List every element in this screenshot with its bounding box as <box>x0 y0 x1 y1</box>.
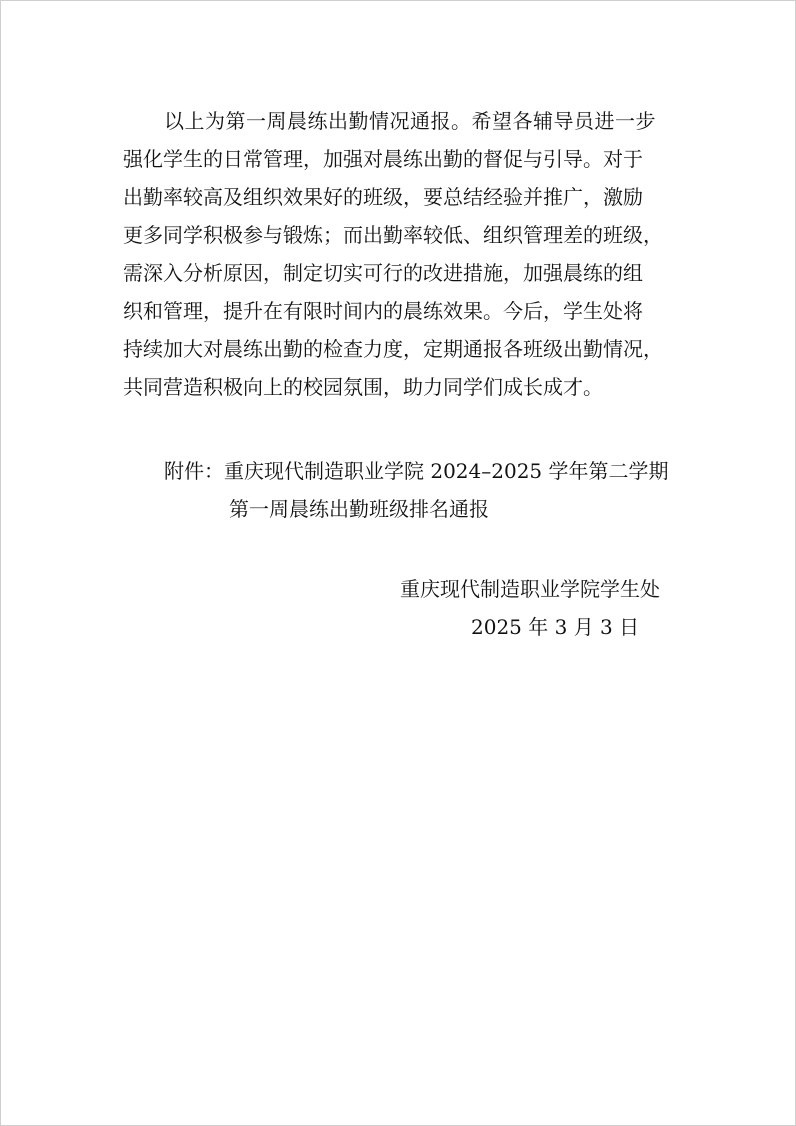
body-line-8: 共同营造积极向上的校园氛围，助力同学们成长成才。 <box>123 375 603 399</box>
signature-date: 2025 年 3 月 3 日 <box>471 615 640 639</box>
body-line-3: 出勤率较高及组织效果好的班级，要总结经验并推广，激励 <box>123 185 643 209</box>
body-line-1: 以上为第一周晨练出勤情况通报。希望各辅导员进一步 <box>164 109 656 133</box>
attachment-line-2: 第一周晨练出勤班级排名通报 <box>229 497 489 521</box>
body-line-2: 强化学生的日常管理，加强对晨练出勤的督促与引导。对于 <box>123 147 643 171</box>
body-line-5: 需深入分析原因，制定切实可行的改进措施，加强晨练的组 <box>123 261 643 285</box>
attachment-line-1: 附件：重庆现代制造职业学院 2024–2025 学年第二学期 <box>164 459 669 483</box>
body-line-4: 更多同学积极参与锻炼；而出勤率较低、组织管理差的班级， <box>123 223 663 247</box>
body-line-6: 织和管理，提升在有限时间内的晨练效果。今后，学生处将 <box>123 299 643 323</box>
signature-organization: 重庆现代制造职业学院学生处 <box>400 577 660 601</box>
body-line-7: 持续加大对晨练出勤的检查力度，定期通报各班级出勤情况， <box>123 337 663 361</box>
